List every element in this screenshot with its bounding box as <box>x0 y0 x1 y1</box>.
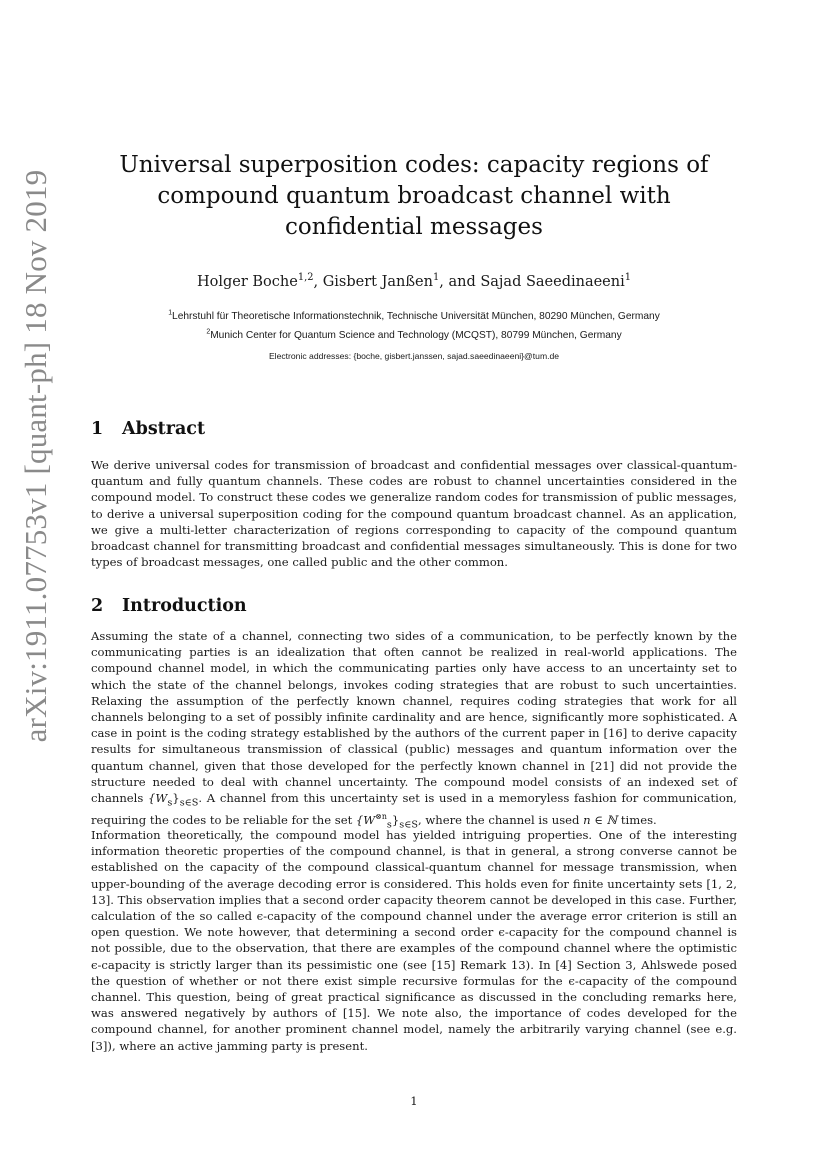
math-symbol: } <box>172 791 180 806</box>
math-index: s∈S <box>399 818 418 830</box>
text-run: , where the channel is used <box>417 812 584 827</box>
author-affiliation-mark: 1 <box>624 272 632 284</box>
math-superscript: ⊗n <box>375 811 387 821</box>
math-symbol: } <box>391 812 400 827</box>
author-separator: , <box>313 274 323 290</box>
affiliation <box>91 328 737 344</box>
section-title: Introduction <box>122 596 247 616</box>
section-number: 1 <box>91 419 104 439</box>
section-heading-abstract <box>91 418 205 440</box>
author-affiliation-mark: 1,2 <box>297 272 314 284</box>
author-name: Holger Boche <box>196 274 298 290</box>
introduction-paragraph <box>91 628 737 833</box>
math-subscript: s <box>386 818 392 830</box>
affiliation-text: Munich Center for Quantum Science and Technology (MCQST), 80799 München, Germany <box>210 330 622 341</box>
paper-title: Universal superposition codes: capacity regions of compound quantum broadcast channel with confidential messages <box>119 152 709 240</box>
abstract-paragraph: We derive universal codes for transmission of broadcast and confidential messages over classical-quantum-quantum and fully quantum channels. These codes are robust to channel uncertainties considered in the compound model. To construct these codes we generalize random codes for transmission of public messages, to derive a universal superposition coding for the compound quantum broadcast channel. As an application, we give a multi-letter characterization of regions corresponding to capacity of the compound quantum broadcast channel for transmitting broadcast and confidential messages simultaneously. This is done for two types of broadcast messages, one called public and the other common. <box>91 458 737 570</box>
author-separator: , and <box>439 274 481 290</box>
author-list <box>91 272 737 292</box>
arxiv-stamp <box>14 0 58 1169</box>
affiliation-mark: 2 <box>206 328 211 336</box>
author-name: Sajad Saeedinaeeni <box>480 274 625 290</box>
section-number: 2 <box>91 596 104 616</box>
author-name: Gisbert Janßen <box>322 274 433 290</box>
math-subscript: s <box>167 797 173 809</box>
affiliation-text: Lehrstuhl für Theoretische Informationstechnik, Technische Universität München, 80290 München, Germany <box>172 311 660 322</box>
affiliation-mark: 1 <box>168 309 173 317</box>
section-heading-introduction <box>91 595 247 617</box>
section-title: Abstract <box>122 419 206 439</box>
text-run: times. <box>617 812 657 827</box>
math-index: s∈S <box>179 797 199 809</box>
email-addresses: Electronic addresses: {boche, gisbert.janssen, sajad.saeedinaeeni}@tum.de <box>268 351 560 361</box>
arxiv-identifier: arXiv:1911.07753v1 [quant-ph] 18 Nov 2019 <box>18 169 53 743</box>
math-channel-set-tensor <box>355 811 418 830</box>
text-run: . A channel from this uncertainty set is used in a memoryless fashion for communication, requiring the codes to be reliable for the set <box>91 791 737 827</box>
author-affiliation-mark: 1 <box>432 272 440 284</box>
math-expression: n ∈ ℕ <box>583 812 618 827</box>
page-number: 1 <box>410 1094 418 1108</box>
affiliation <box>91 309 737 325</box>
introduction-paragraph: Information theoretically, the compound model has yielded intriguing properties. One of the interesting information theoretic properties of the compound channel, is that in general, a strong converse cannot be established on the capacity of the compound classical-quantum channel for message transmission, when upper-bounding of the average decoding error is considered. This holds even for finite uncertainty sets [1, 2, 13]. This observation implies that a second order capacity theorem cannot be developed in this case. Further, calculation of the so called ϵ-capacity of the compound channel under the average error criterion is still an open question. We note however, that determining a second order ϵ-capacity for the compound channel is not possible, due to the observation, that there are examples of the compound channel where the optimistic ϵ-capacity is strictly larger than its pessimistic one (see [15] Remark 13). In [4] Section 3, Ahlswede posed the question of whether or not there exist simple recursive formulas for the ϵ-capacity of the compound channel. This question, being of great practical significance as discussed in the concluding remarks here, was answered negatively by authors of [15]. We note also, the importance of codes developed for the compound channel, for another prominent channel model, namely the arbitrarily varying channel (see e.g. [3]), where an active jamming party is present. <box>91 828 738 1053</box>
math-channel-set <box>148 791 199 809</box>
math-symbol: {W <box>355 812 376 827</box>
math-symbol: {W <box>148 791 168 806</box>
text-run: Assuming the state of a channel, connecting two sides of a communication, to be perfectly known by the communicating parties is an idealization that often cannot be realized in real-world applications. The compound channel model, in which the communicating parties only have access to an uncertainty set to which the state of the channel belongs, invokes coding strategies that are robust to such uncertainties. Relaxing the assumption of the perfectly known channel, requires coding strategies that work for all channels belonging to a set of possibly infinite cardinality and are hence, significantly more sophisticated. A case in point is the coding strategy established by the authors of the current paper in [16] to derive capacity results for simultaneous transmission of classical (public) messages and quantum information over the quantum channel, given that those developed for the perfectly known channel in [21] did not provide the structure needed to deal with channel uncertainty. The compound model consists of an indexed set of channels <box>91 629 737 806</box>
